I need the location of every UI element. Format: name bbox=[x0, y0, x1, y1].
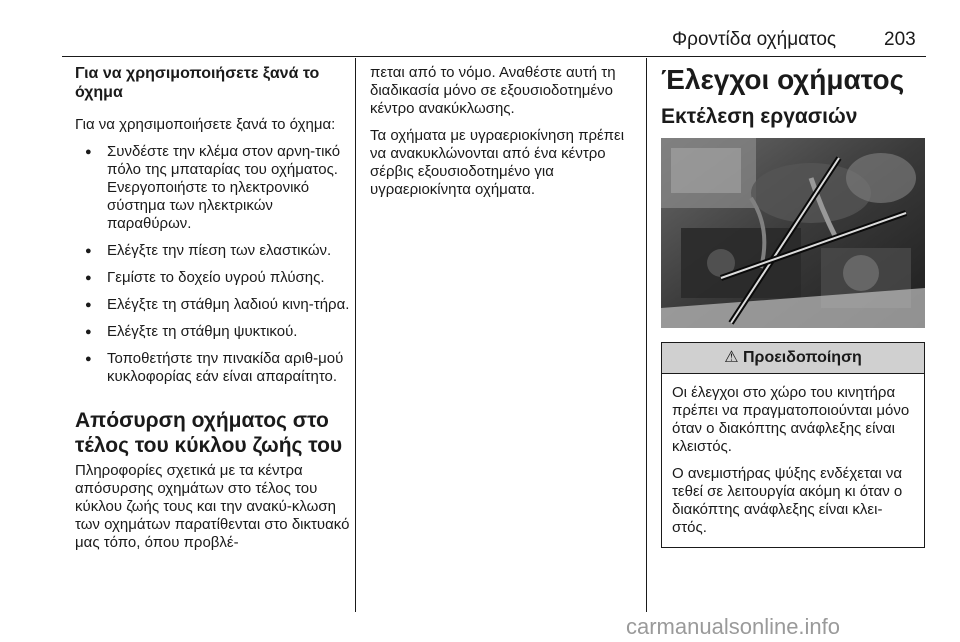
list-item: ● Τοποθετήστε την πινακίδα αριθ-μού κυκλοφορίας εάν είναι απαραίτητο. bbox=[75, 350, 350, 386]
section-title: Έλεγχοι οχήματος bbox=[661, 64, 905, 95]
warning-title: Προειδοποίηση bbox=[742, 349, 862, 366]
lpg-paragraph: Τα οχήματα με υγραεριοκίνηση πρέπει να ανακυκλώνονται από ένα κέντρο σέρβις εξουσιοδοτημένο για υγραεριοκίνητα οχήματα. bbox=[370, 127, 625, 198]
column-middle bbox=[370, 64, 640, 199]
warning-paragraph: Οι έλεγχοι στο χώρο του κινητήρα πρέπει να πραγματοποιούνται μόνο όταν ο διακόπτης ανάφλεξης είναι κλειστός. bbox=[672, 384, 910, 455]
column-divider bbox=[646, 58, 647, 612]
intro-paragraph: Για να χρησιμοποιήσετε ξανά το όχημα: bbox=[75, 116, 336, 133]
warning-body bbox=[662, 374, 924, 547]
list-item: ● Ελέγξτε τη στάθμη ψυκτικού. bbox=[75, 323, 350, 341]
end-of-life-paragraph: Πληροφορίες σχετικά με τα κέντρα απόσυρσης οχημάτων στο τέλος του κύκλου ζωής τους και την ανακύ-κλωση των οχημάτων παρατίθενται στο δικτυακό μας τόπο, όπου προβλέ- bbox=[75, 462, 350, 551]
header-rule bbox=[62, 56, 926, 57]
column-divider bbox=[355, 58, 356, 612]
section-heading-end-of-life: Απόσυρση οχήματος στο τέλος του κύκλου ζωής του bbox=[75, 409, 343, 457]
page-number: 203 bbox=[884, 29, 916, 50]
section-heading-reuse: Για να χρησιμοποιήσετε ξανά το όχημα bbox=[75, 65, 320, 101]
subsection-title: Εκτέλεση εργασιών bbox=[661, 105, 858, 128]
warning-triangle-icon: ⚠ bbox=[724, 349, 739, 366]
header-title: Φροντίδα οχήματος bbox=[672, 29, 837, 50]
list-item: ● Γεμίστε το δοχείο υγρού πλύσης. bbox=[75, 269, 350, 287]
list-item: ● Ελέγξτε τη στάθμη λαδιού κινη-τήρα. bbox=[75, 296, 350, 314]
warning-box bbox=[661, 342, 925, 548]
warning-header bbox=[662, 343, 924, 374]
column-right bbox=[661, 64, 925, 548]
list-item: ● Συνδέστε την κλέμα στον αρνη-τικό πόλο της μπαταρίας του οχήματος. Ενεργοποιήστε το ηλεκτρονικό σύστημα των ηλεκτρικών παραθύρων. bbox=[75, 143, 350, 233]
page-header bbox=[0, 0, 960, 56]
checklist bbox=[75, 143, 350, 386]
engine-bay-photo bbox=[661, 138, 925, 328]
watermark: carmanualsonline.info bbox=[626, 614, 841, 639]
column-left bbox=[75, 64, 350, 552]
list-item: ● Ελέγξτε την πίεση των ελαστικών. bbox=[75, 242, 350, 260]
continued-paragraph: πεται από το νόμο. Αναθέστε αυτή τη διαδικασία μόνο σε εξουσιοδοτημένο κέντρο ανακύκλωσης. bbox=[370, 64, 616, 117]
warning-paragraph: Ο ανεμιστήρας ψύξης ενδέχεται να τεθεί σε λειτουργία ακόμη κι όταν ο διακόπτης ανάφλεξης είναι κλει-στός. bbox=[672, 465, 903, 536]
